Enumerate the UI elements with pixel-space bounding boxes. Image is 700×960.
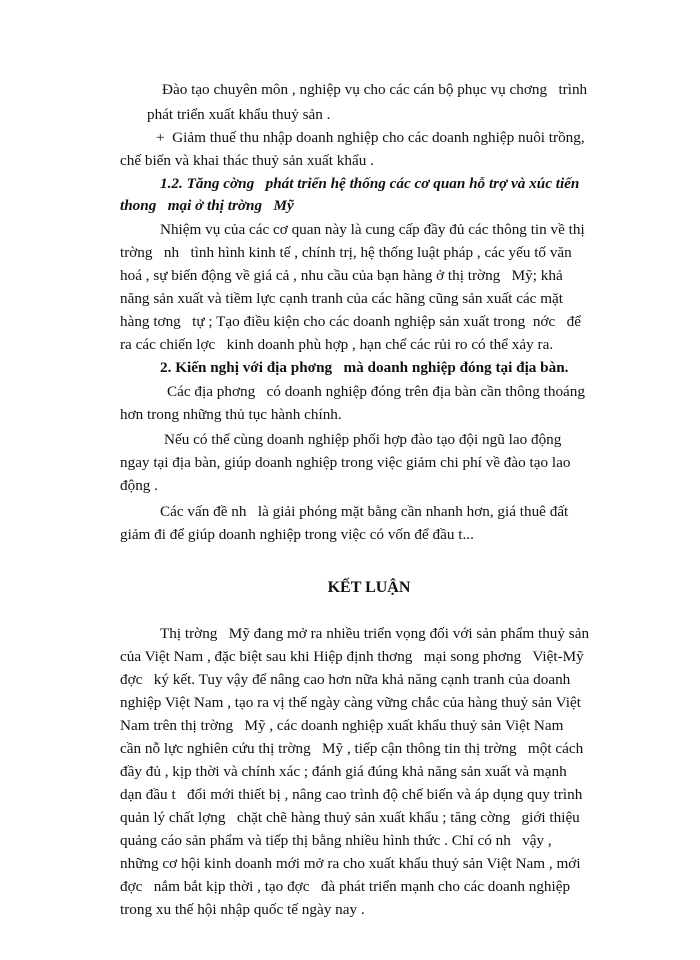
text-line: Các vấn đề nh là giải phóng mặt bằng cần nhanh hơn, giá thuê đất <box>160 503 569 520</box>
text-line: ra các chiến lợc kinh doanh phù hợp , hạn chế các rủi ro có thể xảy ra. <box>120 336 554 353</box>
text-line: chế biến và khai thác thuỷ sản xuất khẩu . <box>120 152 374 169</box>
text-line: hơn trong những thủ tục hành chính. <box>120 406 342 423</box>
text-line: Đào tạo chuyên môn , nghiệp vụ cho các cán bộ phục vụ chơng trình <box>162 81 588 98</box>
text-line: quản lý chất lợng chặt chẽ hàng thuỷ sản xuất khẩu ; tăng cờng giới thiệu <box>120 809 580 826</box>
text-line: nghiệp Việt Nam , tạo ra vị thế ngày càng vững chắc của hàng thuỷ sản Việt <box>120 694 581 711</box>
section-heading: 2. Kiến nghị với địa phơng mà doanh nghiệp đóng tại địa bàn. <box>160 359 569 376</box>
text-line: Các địa phơng có doanh nghiệp đóng trên địa bàn cần thông thoáng <box>167 383 585 400</box>
text-line: phát triển xuất khẩu thuỷ sản . <box>147 106 331 123</box>
text-line: Nếu có thể cùng doanh nghiệp phối hợp đào tạo đội ngũ lao động <box>164 431 562 448</box>
text-line: đầy đủ , kịp thời và chính xác ; đánh giá đúng khả năng sản xuất và mạnh <box>120 763 567 780</box>
text-line: năng sản xuất và tiềm lực cạnh tranh của các hãng cũng sản xuất các mặt <box>120 290 563 307</box>
text-line: giảm đi để giúp doanh nghiệp trong việc có vốn để đầu t... <box>120 526 474 543</box>
text-line: động . <box>120 477 158 494</box>
text-line: Thị trờng Mỹ đang mở ra nhiều triển vọng đối với sản phẩm thuỷ sản <box>160 625 590 642</box>
text-line: cần nỗ lực nghiên cứu thị trờng Mỹ , tiếp cận thông tin thị trờng một cách <box>120 740 584 757</box>
text-line: những cơ hội kinh doanh mới mở ra cho xuất khẩu thuỷ sản Việt Nam , mới <box>120 855 581 872</box>
section-heading: 1.2. Tăng cờng phát triển hệ thống các cơ quan hỗ trợ và xúc tiến <box>160 175 580 192</box>
text-line: Nhiệm vụ của các cơ quan này là cung cấp đầy đủ các thông tin về thị <box>160 221 585 238</box>
text-line: dạn đầu t đổi mới thiết bị , nâng cao trình độ chế biến và áp dụng quy trình <box>120 786 583 803</box>
text-line: của Việt Nam , đặc biệt sau khi Hiệp định thơng mại song phơng Việt-Mỹ <box>120 648 584 665</box>
text-line: đợc nắm bắt kịp thời , tạo đợc đà phát triển mạnh cho các doanh nghiệp <box>120 878 571 895</box>
text-line: quảng cáo sản phẩm và tiếp thị bằng nhiều hình thức . Chỉ có nh vậy , <box>120 832 552 849</box>
text-line: hoá , sự biến động về giá cả , nhu cầu của bạn hàng ở thị trờng Mỹ; khả <box>120 267 563 284</box>
text-line: trờng nh tình hình kinh tế , chính trị, hệ thống luật pháp , các yếu tố văn <box>120 244 572 261</box>
text-line: trong xu thế hội nhập quốc tế ngày nay . <box>120 901 365 918</box>
text-line: Nam trên thị trờng Mỹ , các doanh nghiệp xuất khẩu thuỷ sản Việt Nam <box>120 717 564 734</box>
text-line: đợc ký kết. Tuy vậy để nâng cao hơn nữa khả năng cạnh tranh của doanh <box>120 671 571 688</box>
text-line: hàng tơng tự ; Tạo điều kiện cho các doanh nghiệp sản xuất trong nớc để <box>120 313 581 330</box>
text-line: ngay tại địa bàn, giúp doanh nghiệp trong việc giảm chi phí về đào tạo lao <box>120 454 571 471</box>
section-heading: thong mại ở thị trờng Mỹ <box>120 197 294 214</box>
text-line: + Giảm thuế thu nhập doanh nghiệp cho các doanh nghiệp nuôi trồng, <box>156 129 585 146</box>
page-title: KẾT LUẬN <box>327 579 411 596</box>
